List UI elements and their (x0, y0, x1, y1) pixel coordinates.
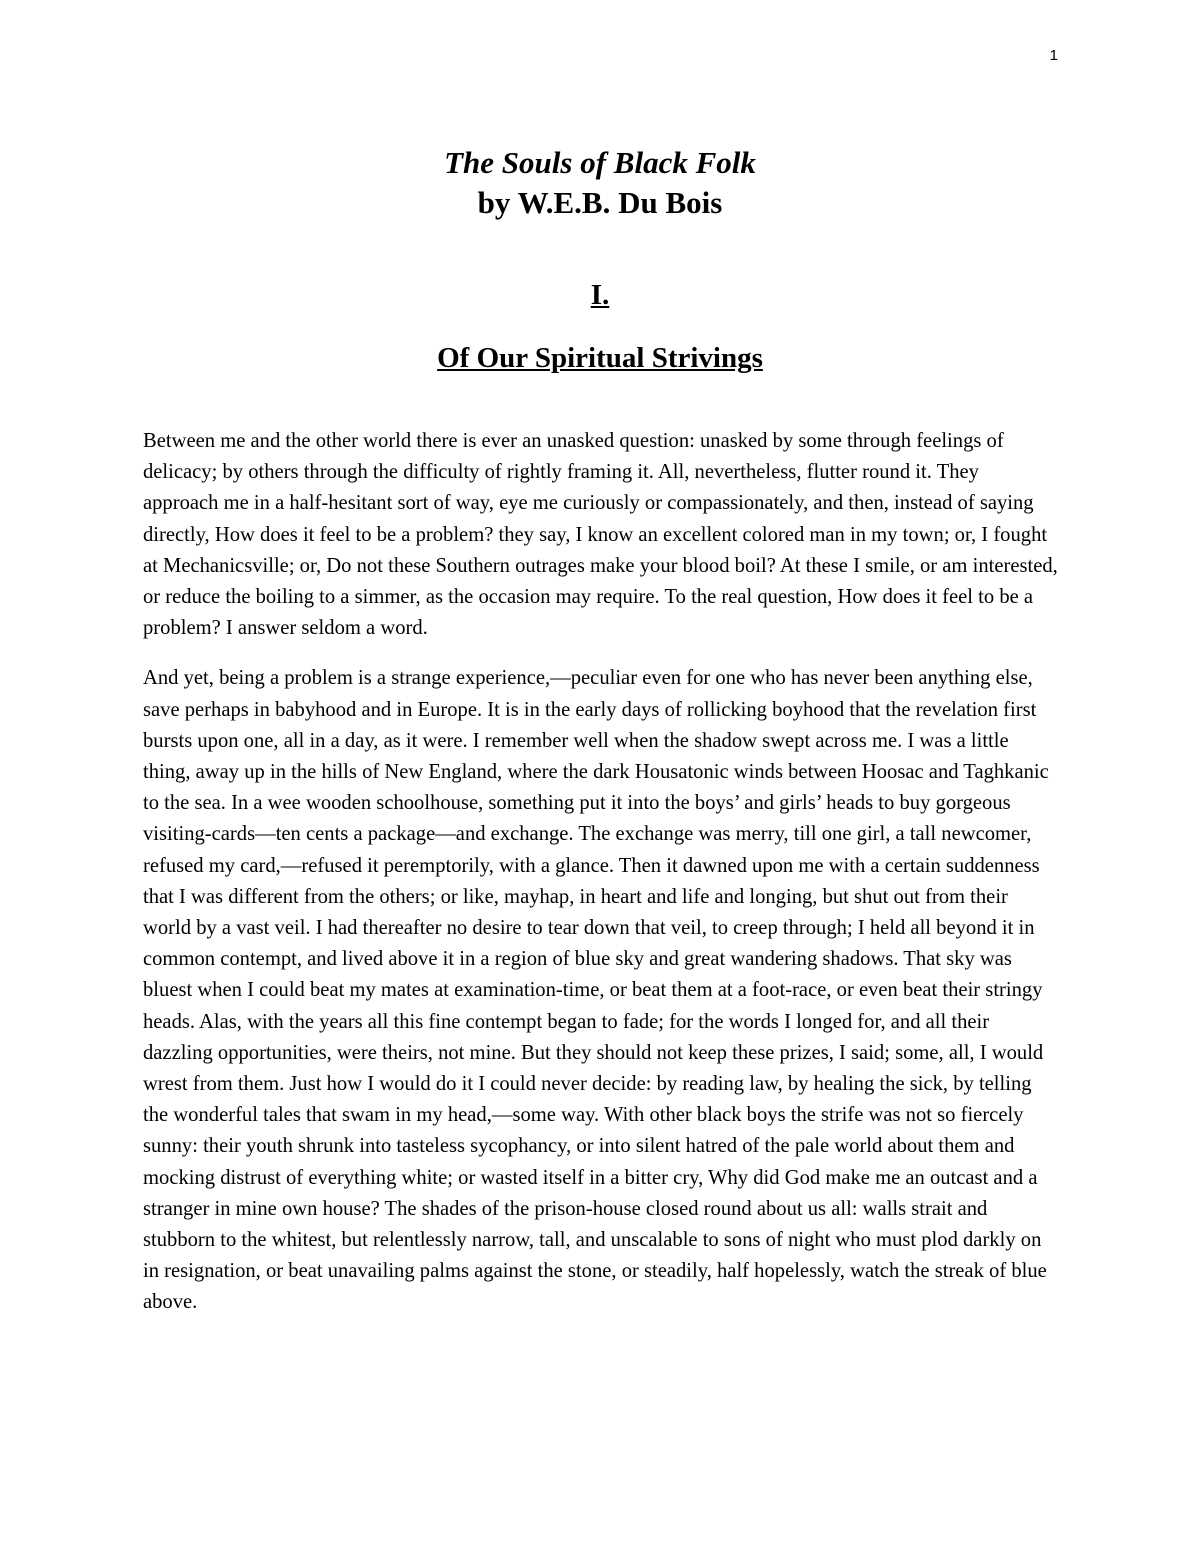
body-text (143, 426, 1058, 1338)
chapter-number: I. (590, 279, 610, 311)
title-block (0, 143, 1200, 223)
page-number: 1 (1049, 47, 1058, 64)
paragraph: Between me and the other world there is ever an unasked question: unasked by some through feelings of delicacy; by others through the difficulty of rightly framing it. All, nevertheless, flutter round it. They approach me in a half-hesitant sort of way, eye me curiously or compassionately, and then, instead of saying directly, How does it feel to be a problem? they say, I know an excellent colored man in my town; or, I fought at Mechanicsville; or, Do not these Southern outrages make your blood boil? At these I smile, or am interested, or reduce the boiling to a simmer, as the occasion may require. To the real question, How does it feel to be a problem? I answer seldom a word. (143, 430, 1058, 640)
paragraph: And yet, being a problem is a strange experience,—peculiar even for one who has never been anything else, save perhaps in babyhood and in Europe. It is in the early days of rollicking boyhood that the revelation first bursts upon one, all in a day, as it were. I remember well when the shadow swept across me. I was a little thing, away up in the hills of New England, where the dark Housatonic winds between Hoosac and Taghkanic to the sea. In a wee wooden schoolhouse, something put it into the boys’ and girls’ heads to buy gorgeous visiting-cards—ten cents a package—and exchange. The exchange was merry, till one girl, a tall newcomer, refused my card,—refused it peremptorily, with a glance. Then it dawned upon me with a certain suddenness that I was different from the others; or like, mayhap, in heart and life and longing, but shut out from their world by a vast veil. I had thereafter no desire to tear down that veil, to creep through; I held all beyond it in common contempt, and lived above it in a region of blue sky and great wandering shadows. That sky was bluest when I could beat my mates at examination-time, or beat them at a foot-race, or even beat their stringy heads. Alas, with the years all this fine contempt began to fade; for the words I longed for, and all their dazzling opportunities, were theirs, not mine. But they should not keep these prizes, I said; some, all, I would wrest from them. Just how I would do it I could never decide: by reading law, by healing the sick, by telling the wonderful tales that swam in my head,—some way. With other black boys the strife was not so fiercely sunny: their youth shrunk into tasteless sycophancy, or into silent hatred of the pale world about them and mocking distrust of everything white; or wasted itself in a bitter cry, Why did God make me an outcast and a stranger in mine own house? The shades of the prison-house closed round about us all: walls strait and stubborn to the whitest, but relentlessly narrow, tall, and unscalable to sons of night who must plod darkly on in resignation, or beat unavailing palms against the stone, or steadily, half hopelessly, watch the streak of blue above. (143, 667, 1049, 1314)
chapter-title: Of Our Spiritual Strivings (437, 342, 763, 374)
author-line: by W.E.B. Du Bois (477, 185, 723, 220)
book-title: The Souls of Black Folk (444, 145, 756, 180)
